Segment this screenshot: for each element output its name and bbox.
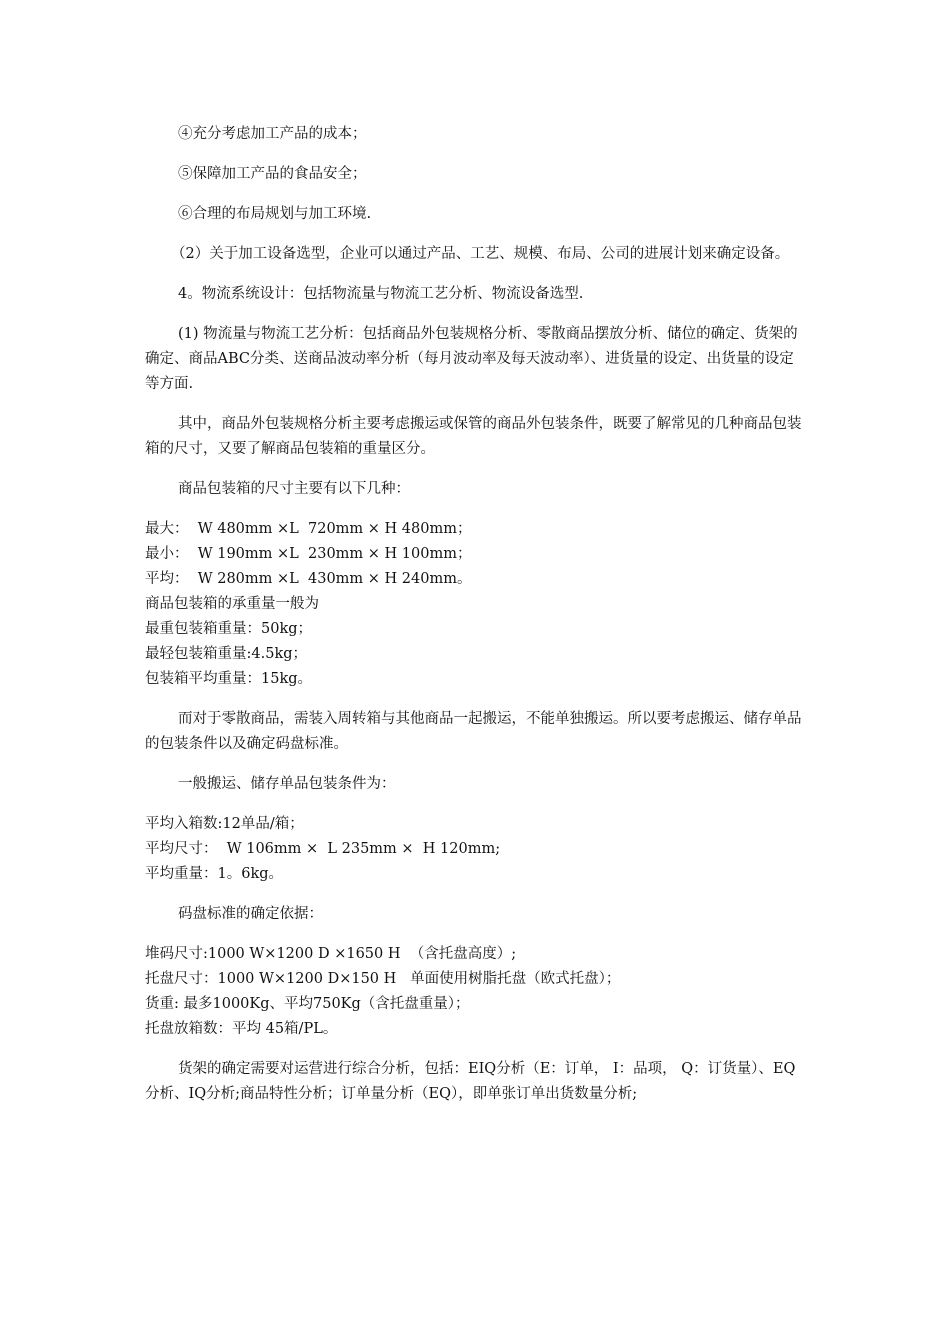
pallet-block (145, 942, 807, 1042)
single-item-size: 平均尺寸： W 106mm × L 235mm × H 120mm; (145, 841, 501, 857)
paragraph-logistics-design: 4。物流系统设计：包括物流量与物流工艺分析、物流设备选型. (178, 286, 584, 302)
paragraph-packaging-analysis: 其中，商品外包装规格分析主要考虑搬运或保管的商品外包装条件，既要了解常见的几种商品包装箱的尺寸，又要了解商品包装箱的重量区分。 (145, 416, 802, 457)
pallet-stack-size: 堆码尺寸:1000 W×1200 D ×1650 H （含托盘高度）; (145, 946, 517, 962)
paragraph-logistics-analysis: (1) 物流量与物流工艺分析：包括商品外包装规格分析、零散商品摆放分析、储位的确定、货架的确定、商品ABC分类、送商品波动率分析（每月波动率及每天波动率）、进货量的设定、出货量的设定等方面. (145, 326, 798, 392)
paragraph-equipment-selection: （2）关于加工设备选型，企业可以通过产品、工艺、规模、布局、公司的进展计划来确定设备。 (171, 246, 790, 262)
paragraph-pallet-intro: 码盘标准的确定依据： (178, 906, 323, 922)
paragraph-shelf-analysis: 货架的确定需要对运营进行综合分析，包括：EIQ分析（E：订单， I：品项， Q：订货量）、EQ分析、IQ分析;商品特性分析；订单量分析（EQ），即单张订单出货数量分析; (145, 1061, 796, 1102)
box-weight-average: 包装箱平均重量：15kg。 (145, 671, 313, 687)
single-item-block (145, 812, 807, 887)
box-size-min: 最小： W 190mm ×L 230mm × H 100mm； (145, 546, 472, 562)
pallet-size: 托盘尺寸：1000 W×1200 D×150 H 单面使用树脂托盘（欧式托盘）； (145, 971, 621, 987)
single-item-per-box: 平均入箱数:12单品/箱； (145, 816, 304, 832)
paragraph-loose-items: 而对于零散商品，需装入周转箱与其他商品一起搬运，不能单独搬运。所以要考虑搬运、储存单品的包装条件以及确定码盘标准。 (145, 711, 802, 752)
box-size-max: 最大： W 480mm ×L 720mm × H 480mm； (145, 521, 472, 537)
paragraph-item-4: ④充分考虑加工产品的成本； (178, 126, 367, 142)
single-item-weight: 平均重量：1。6kg。 (145, 866, 284, 882)
box-load-title: 商品包装箱的承重量一般为 (145, 596, 319, 612)
pallet-load-weight: 货重: 最多1000Kg、平均750Kg（含托盘重量）； (145, 996, 470, 1012)
pallet-boxes: 托盘放箱数：平均 45箱/PL。 (145, 1021, 338, 1037)
paragraph-single-item-intro: 一般搬运、储存单品包装条件为： (178, 776, 396, 792)
paragraph-box-sizes-intro: 商品包装箱的尺寸主要有以下几种： (178, 481, 410, 497)
document-body (145, 122, 807, 1122)
paragraph-item-5: ⑤保障加工产品的食品安全； (178, 166, 367, 182)
paragraph-item-6: ⑥合理的布局规划与加工环境. (178, 206, 372, 222)
box-weight-heaviest: 最重包装箱重量：50kg； (145, 621, 313, 637)
box-size-avg: 平均： W 280mm ×L 430mm × H 240mm。 (145, 571, 472, 587)
box-weight-lightest: 最轻包装箱重量:4.5kg； (145, 646, 308, 662)
box-sizes-block (145, 517, 807, 692)
